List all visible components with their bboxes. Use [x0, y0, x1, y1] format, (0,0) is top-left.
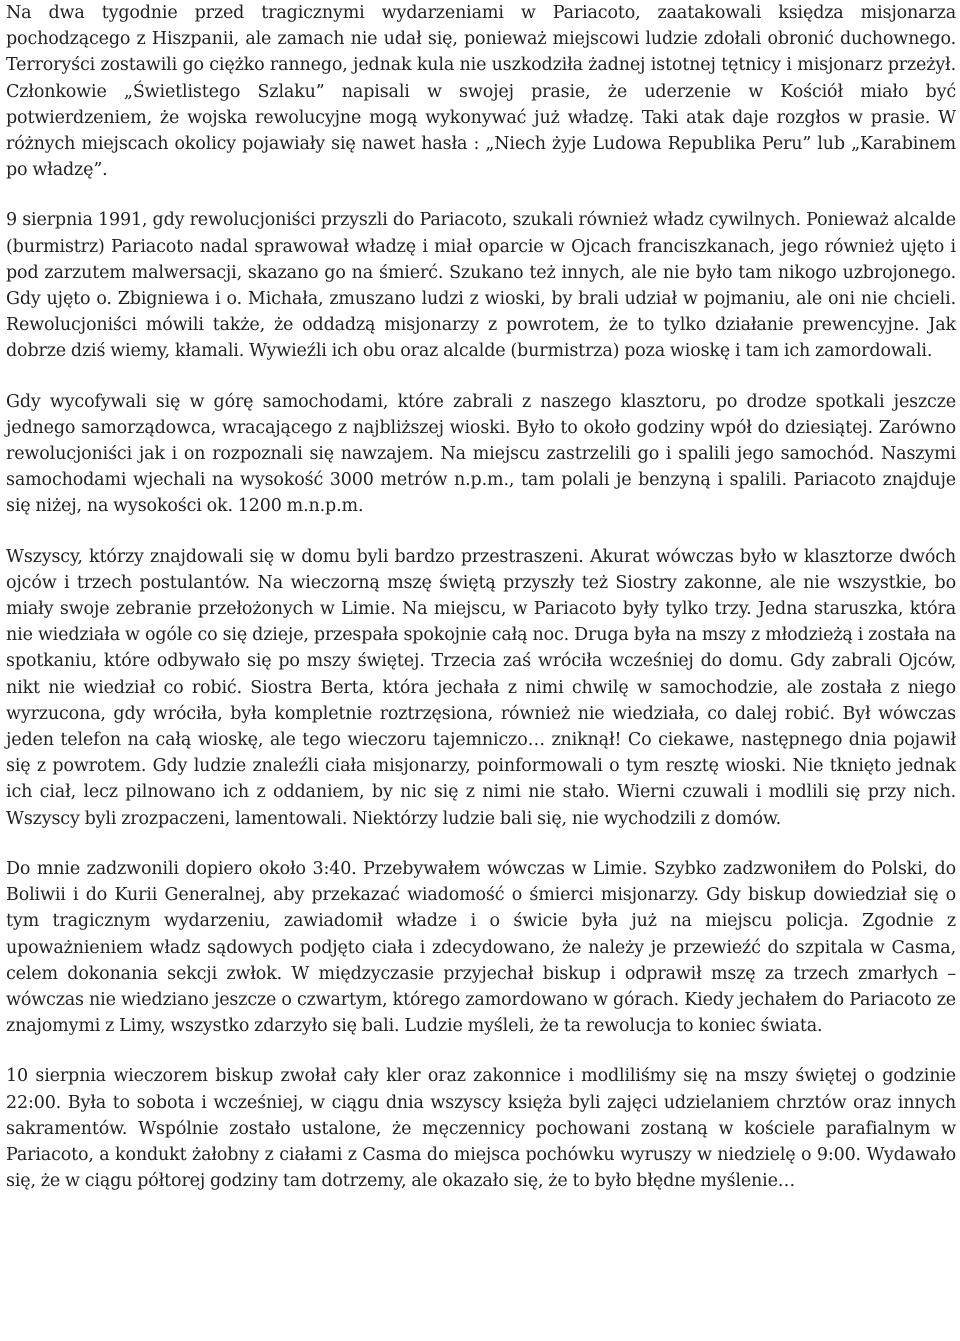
paragraph: Wszyscy, którzy znajdowali się w domu byli bardzo przestraszeni. Akurat wówczas było w klasztorze dwóch ojców i trzech postulantów. Na wieczorną mszę świętą przyszły też Siostry zakonne, ale nie wszystkie, bo miały swoje zebranie przełożonych w Limie. Na miejscu, w Pariacoto były tylko trzy. Jedna staruszka, która nie wiedziała w ogóle co się dzieje, przespała spokojnie całą noc. Druga była na mszy z młodzieżą i została na spotkaniu, które odbywało się po mszy świętej. Trzecia zaś wróciła wcześniej do domu. Gdy zabrali Ojców, nikt nie wiedział co robić. Siostra Berta, która jechała z nimi chwilę w samochodzie, ale została z niego wyrzucona, gdy wróciła, była kompletnie roztrzęsiona, również nie wiedziała, co dalej robić. Był wówczas jeden telefon na całą wioskę, ale tego wieczoru tajemniczo… zniknął! Co ciekawe, następnego dnia pojawił się z powrotem. Gdy ludzie znaleźli ciała misjonarzy, poinformowali o tym resztę wioski. Nie tknięto jednak ich ciał, lecz pilnowano ich z oddaniem, by nic się z nimi nie stało. Wierni czuwali i modlili się przy nich. Wszyscy byli zrozpaczeni, lamentowali. Niektórzy ludzie bali się, nie wychodzili z domów.	[6, 546, 956, 829]
paragraph: Gdy wycofywali się w górę samochodami, które zabrali z naszego klasztoru, po drodze spotkali jeszcze jednego samorządowca, wracającego z najbliższej wioski. Było to około godziny wpół do dziesiątej. Zarówno rewolucjoniści jak i on rozpoznali się nawzajem. Na miejscu zastrzelili go i spalili jego samochód. Naszymi samochodami wjechali na wysokość 3000 metrów n.p.m., tam polali je benzyną i spalili. Pariacoto znajduje się niżej, na wysokości ok. 1200 m.n.p.m.	[6, 391, 956, 517]
article-body	[6, 0, 956, 1194]
paragraph: Do mnie zadzwonili dopiero około 3:40. Przebywałem wówczas w Limie. Szybko zadzwoniłem do Polski, do Boliwii i do Kurii Generalnej, aby przekazać wiadomość o śmierci misjonarzy. Gdy biskup dowiedział się o tym tragicznym wydarzeniu, zawiadomił władze i o świcie była już na miejscu policja. Zgodnie z upoważnieniem władz sądowych podjęto ciała i zdecydowano, że należy je przewieźć do szpitala w Casma, celem dokonania sekcji zwłok. W międzyczasie przyjechał biskup i odprawił mszę za trzech zmarłych – wówczas nie wiedziano jeszcze o czwartym, którego zamordowano w górach. Kiedy jechałem do Pariacoto ze znajomymi z Limy, wszystko zdarzyło się bali. Ludzie myśleli, że ta rewolucja to koniec świata.	[6, 858, 956, 1037]
paragraph: Na dwa tygodnie przed tragicznymi wydarzeniami w Pariacoto, zaatakowali księdza misjonarza pochodzącego z Hiszpanii, ale zamach nie udał się, ponieważ miejscowi ludzie zdołali obronić duchownego. Terroryści zostawili go ciężko rannego, jednak kula nie uszkodziła żadnej istotnej tętnicy i misjonarz przeżył. Członkowie „Świetlistego Szlaku” napisali w swojej prasie, że uderzenie w Kościół miało być potwierdzeniem, że wojska rewolucyjne mogą wykonywać już władzę. Taki atak daje rozgłos w prasie. W różnych miejscach okolicy pojawiały się nawet hasła : „Niech żyje Ludowa Republika Peru” lub „Karabinem po władzę”.	[6, 3, 956, 181]
paragraph: 9 sierpnia 1991, gdy rewolucjoniści przyszli do Pariacoto, szukali również władz cywilnych. Ponieważ alcalde (burmistrz) Pariacoto nadal sprawował władzę i miał oparcie w Ojcach franciszkanach, jego również ujęto i pod zarzutem malwersacji, skazano go na śmierć. Szukano też innych, ale nie było tam nikogo uzbrojonego. Gdy ujęto o. Zbigniewa i o. Michała, zmuszano ludzi z wioski, by brali udział w pojmaniu, ale oni nie chcieli. Rewolucjoniści mówili także, że oddadzą misjonarzy z powrotem, że to tylko działanie prewencyjne. Jak dobrze dziś wiemy, kłamali. Wywieźli ich obu oraz alcalde (burmistrza) poza wioskę i tam ich zamordowali.	[6, 210, 956, 362]
paragraph: 10 sierpnia wieczorem biskup zwołał cały kler oraz zakonnice i modliliśmy się na mszy świętej o godzinie 22:00. Była to sobota i wcześniej, w ciągu dnia wszyscy księża byli zajęci udzielaniem chrztów oraz innych sakramentów. Wspólnie zostało ustalone, że męczennicy pochowani zostaną w kościele parafialnym w Pariacoto, a kondukt żałobny z ciałami z Casma do miejsca pochówku wyruszy w niedzielę o 9:00. Wydawało się, że w ciągu półtorej godziny tam dotrzemy, ale okazało się, że to było błędne myślenie…	[6, 1066, 956, 1192]
